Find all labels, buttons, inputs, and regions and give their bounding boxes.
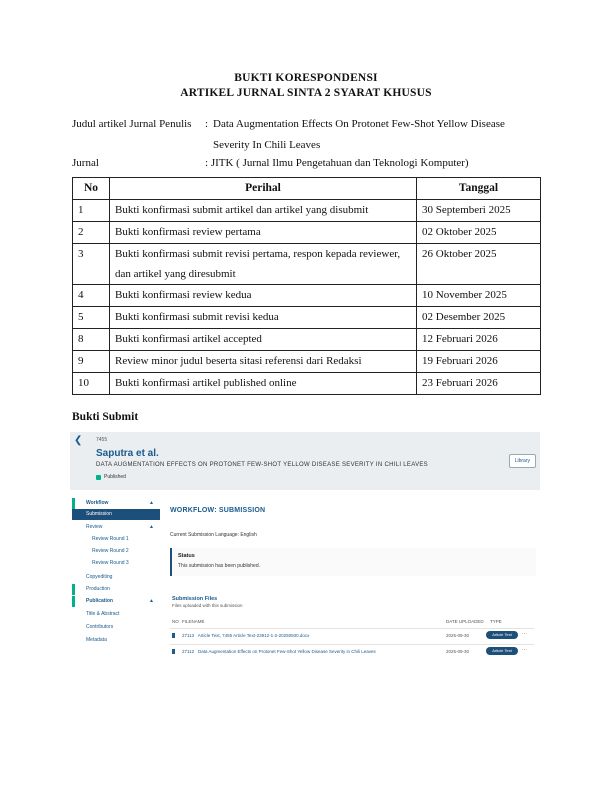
back-arrow-icon[interactable]: ❮ bbox=[74, 435, 83, 446]
column-header-date: DATE UPLOADED bbox=[446, 619, 484, 624]
cell-tanggal: 02 Desember 2025 bbox=[417, 307, 541, 329]
table-row bbox=[73, 373, 541, 395]
sidebar-item-submission[interactable] bbox=[72, 509, 160, 520]
submission-screenshot bbox=[70, 432, 540, 660]
status-badge: Published bbox=[104, 474, 126, 480]
sidebar-item-publication[interactable] bbox=[72, 596, 160, 607]
chevron-up-icon: ▲ bbox=[149, 500, 154, 506]
cell-tanggal: 19 Februari 2026 bbox=[417, 351, 541, 373]
file-date: 2025-09-30 bbox=[446, 649, 470, 654]
sidebar-item-label: Submission bbox=[86, 511, 112, 517]
sidebar-item-production[interactable] bbox=[72, 584, 160, 595]
sidebar-item-label: Review bbox=[86, 524, 103, 530]
workflow-sidebar bbox=[70, 498, 162, 660]
column-header-filename: FILENAME bbox=[182, 619, 205, 624]
chevron-up-icon: ▲ bbox=[149, 524, 154, 530]
cell-no: 8 bbox=[73, 329, 110, 351]
column-header-no: NO bbox=[172, 619, 179, 624]
file-row bbox=[170, 644, 534, 659]
cell-tanggal: 02 Oktober 2025 bbox=[417, 222, 541, 244]
file-id: 27113 bbox=[182, 633, 195, 638]
sidebar-item-label: Title & Abstract bbox=[86, 611, 120, 617]
cell-perihal: Bukti konfirmasi artikel published online bbox=[110, 373, 417, 395]
journal-value-line bbox=[205, 157, 469, 169]
table-row bbox=[73, 200, 541, 222]
separator: : bbox=[205, 157, 209, 169]
document-subtitle: ARTIKEL JURNAL SINTA 2 SYARAT KHUSUS bbox=[180, 87, 432, 99]
library-button[interactable]: Library bbox=[509, 454, 536, 468]
file-name-text: Article Text, 7455 Article Text-23912-1-2-20250930.docx bbox=[197, 633, 310, 638]
file-id: 27112 bbox=[182, 649, 195, 654]
sidebar-item-label: Review Round 3 bbox=[92, 560, 129, 566]
published-status-icon bbox=[96, 475, 101, 480]
more-options-icon[interactable]: ⋯ bbox=[522, 631, 527, 637]
status-text: This submission has been published. bbox=[178, 563, 260, 569]
cell-no: 4 bbox=[73, 285, 110, 307]
file-icon bbox=[172, 649, 175, 654]
cell-tanggal: 26 Oktober 2025 bbox=[417, 244, 541, 285]
article-title-value: Data Augmentation Effects On Protonet Few-Shot Yellow Disease Severity In Chili Leaves bbox=[213, 118, 505, 151]
document-title: BUKTI KORESPONDENSI bbox=[234, 72, 378, 84]
status-heading: Status bbox=[178, 553, 195, 559]
journal-label: Jurnal bbox=[72, 157, 99, 169]
table-row bbox=[73, 244, 541, 285]
journal-value: JITK ( Jurnal Ilmu Pengetahuan dan Teknologi Komputer) bbox=[210, 157, 469, 169]
file-name[interactable] bbox=[182, 633, 442, 638]
workflow-main bbox=[166, 498, 540, 660]
sidebar-item-label: Metadata bbox=[86, 637, 107, 643]
chevron-up-icon: ▲ bbox=[149, 598, 154, 604]
article-title-label: Judul artikel Jurnal Penulis bbox=[72, 118, 192, 130]
cell-tanggal: 12 Februari 2026 bbox=[417, 329, 541, 351]
cell-perihal: Bukti konfirmasi submit revisi kedua bbox=[110, 307, 417, 329]
file-name[interactable] bbox=[182, 649, 442, 654]
file-name-text: Data Augmentation Effects on Protonet Few-Shot Yellow Disease Severity in Chili Leaves bbox=[197, 649, 376, 654]
file-date: 2025-09-30 bbox=[446, 633, 470, 638]
sidebar-item-label: Review Round 1 bbox=[92, 536, 129, 542]
cell-tanggal: 23 Februari 2026 bbox=[417, 373, 541, 395]
sidebar-item-review[interactable] bbox=[72, 522, 160, 533]
cell-no: 10 bbox=[73, 373, 110, 395]
cell-perihal: Review minor judul beserta sitasi referensi dari Redaksi bbox=[110, 351, 417, 373]
submission-authors: Saputra et al. bbox=[96, 448, 159, 459]
cell-no: 2 bbox=[73, 222, 110, 244]
cell-no: 9 bbox=[73, 351, 110, 373]
cell-perihal: Bukti konfirmasi submit artikel dan artikel yang disubmit bbox=[110, 200, 417, 222]
files-subheading: Files uploaded with this submission bbox=[172, 603, 243, 608]
separator: : bbox=[205, 118, 209, 130]
table-row bbox=[73, 329, 541, 351]
table-row bbox=[73, 222, 541, 244]
cell-no: 1 bbox=[73, 200, 110, 222]
sidebar-item-review-round-1[interactable] bbox=[72, 534, 160, 545]
submission-language: Current Submission Language: English bbox=[170, 532, 257, 538]
header-no: No bbox=[73, 178, 110, 200]
sidebar-item-metadata[interactable] bbox=[72, 635, 160, 646]
table-row bbox=[73, 285, 541, 307]
status-panel bbox=[170, 548, 536, 576]
workflow-title: WORKFLOW: SUBMISSION bbox=[170, 507, 266, 514]
sidebar-item-review-round-2[interactable] bbox=[72, 546, 160, 557]
cell-tanggal: 10 November 2025 bbox=[417, 285, 541, 307]
sidebar-item-label: Contributors bbox=[86, 624, 114, 630]
cell-no: 5 bbox=[73, 307, 110, 329]
file-icon bbox=[172, 633, 175, 638]
submission-title: DATA AUGMENTATION EFFECTS ON PROTONET FEW-SHOT YELLOW DISEASE SEVERITY IN CHILI LEAVES bbox=[96, 462, 428, 468]
table-row bbox=[73, 351, 541, 373]
file-type-button[interactable]: Article Text bbox=[486, 631, 518, 639]
submission-id: 7455 bbox=[96, 437, 108, 443]
cell-perihal: Bukti konfirmasi submit revisi pertama, respon kepada reviewer, dan artikel yang diresubmit bbox=[110, 244, 417, 285]
section-heading: Bukti Submit bbox=[72, 411, 139, 423]
cell-perihal: Bukti konfirmasi review kedua bbox=[110, 285, 417, 307]
column-header-type: TYPE bbox=[490, 619, 502, 624]
sidebar-item-copyediting[interactable] bbox=[72, 572, 160, 583]
sidebar-item-label: Review Round 2 bbox=[92, 548, 129, 554]
sidebar-item-title-abstract[interactable] bbox=[72, 609, 160, 620]
sidebar-item-label: Publication bbox=[86, 598, 113, 604]
submission-files-panel bbox=[170, 592, 534, 660]
more-options-icon[interactable]: ⋯ bbox=[522, 647, 527, 653]
submission-header bbox=[70, 432, 540, 490]
cell-no: 3 bbox=[73, 244, 110, 285]
cell-tanggal: 30 Septemberi 2025 bbox=[417, 200, 541, 222]
sidebar-item-label: Workflow bbox=[86, 500, 109, 506]
file-type-button[interactable]: Article Text bbox=[486, 647, 518, 655]
files-heading: Submission Files bbox=[172, 596, 218, 602]
file-row bbox=[170, 628, 534, 643]
header-tanggal: Tanggal bbox=[417, 178, 541, 200]
sidebar-item-workflow[interactable] bbox=[72, 498, 160, 509]
table-header-row bbox=[73, 178, 541, 200]
cell-perihal: Bukti konfirmasi review pertama bbox=[110, 222, 417, 244]
sidebar-item-label: Production bbox=[86, 586, 110, 592]
table-row bbox=[73, 307, 541, 329]
sidebar-item-review-round-3[interactable] bbox=[72, 558, 160, 569]
correspondence-table bbox=[72, 177, 541, 395]
header-perihal: Perihal bbox=[110, 178, 417, 200]
sidebar-item-contributors[interactable] bbox=[72, 622, 160, 633]
cell-perihal: Bukti konfirmasi artikel accepted bbox=[110, 329, 417, 351]
sidebar-item-label: Copyediting bbox=[86, 574, 113, 580]
